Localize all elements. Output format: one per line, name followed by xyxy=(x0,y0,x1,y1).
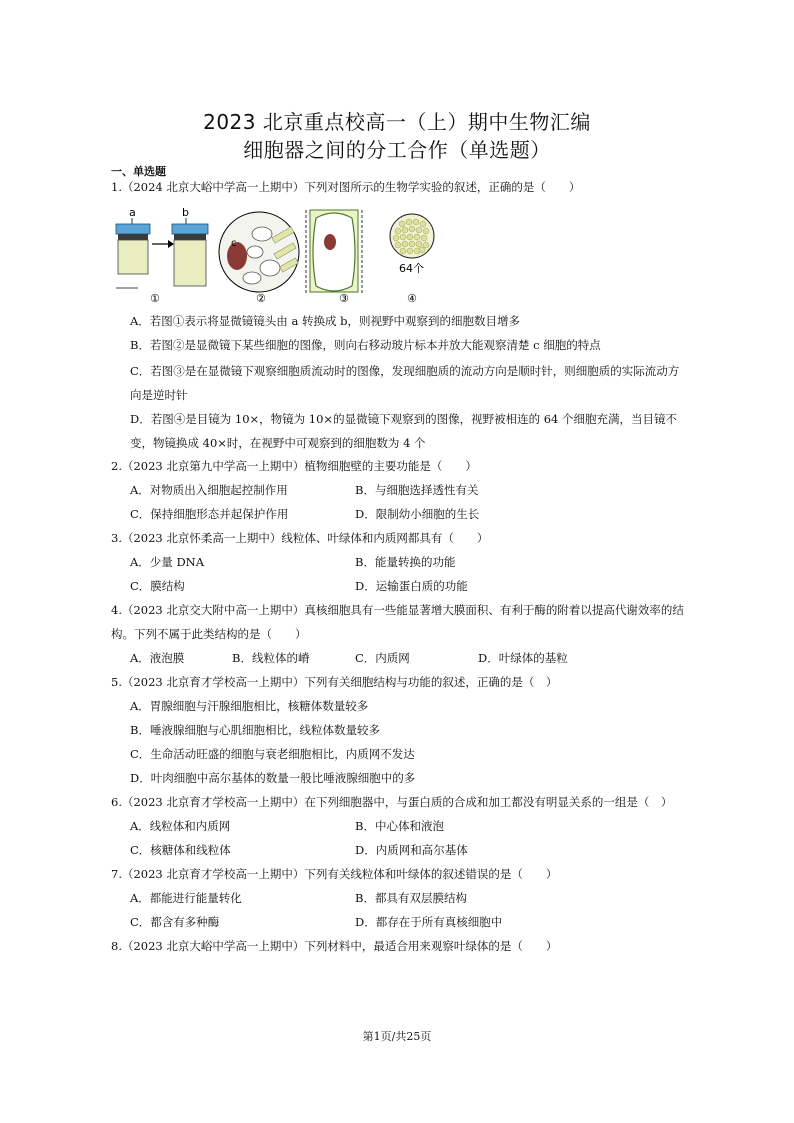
question-6-option-d: D．内质网和高尔基体 xyxy=(355,843,468,857)
question-3-option-a: A．少量 DNA xyxy=(130,555,205,569)
question-6-option-a: A．线粒体和内质网 xyxy=(130,819,231,833)
question-4-option-a: A．液泡膜 xyxy=(130,651,185,665)
panel-label-3: ③ xyxy=(339,292,349,305)
question-2-option-a: A．对物质出入细胞起控制作用 xyxy=(130,483,288,497)
question-7-option-d: D．都存在于所有真核细胞中 xyxy=(355,915,503,929)
lens-b-icon xyxy=(172,206,208,286)
plant-cell-icon xyxy=(306,210,362,294)
question-3-option-c: C．膜结构 xyxy=(130,579,185,593)
question-2-option-b: B．与细胞选择透性有关 xyxy=(355,483,479,497)
question-1-option-a: A．若图①表示将显微镜镜头由 a 转换成 b，则视野中观察到的细胞数目增多 xyxy=(130,314,520,328)
question-4-stem: 4.（2023 北京交大附中高一上期中）真核细胞具有一些能显著增大膜面积、有利于酶的附着以提高代谢效率的结构。下列不属于此类结构的是（ ） xyxy=(111,603,684,641)
question-3-stem: 3.（2023 北京怀柔高一上期中）线粒体、叶绿体和内质网都具有（ ） xyxy=(111,531,489,545)
question-2-stem: 2.（2023 北京第九中学高一上期中）植物细胞壁的主要功能是（ ） xyxy=(111,459,477,473)
question-1-option-c: C．若图③是在显微镜下观察细胞质流动时的图像，发现细胞质的流动方向是顺时针，则细胞质的实际流动方向是逆时针 xyxy=(130,364,680,402)
count-label: 64个 xyxy=(399,262,424,275)
question-7-option-b: B．都具有双层膜结构 xyxy=(355,891,467,905)
section-heading: 一、单选题 xyxy=(111,165,166,178)
arrow-icon xyxy=(152,240,174,248)
question-3-option-b: B．能量转换的功能 xyxy=(355,555,456,569)
lens-b-label: b xyxy=(182,206,189,219)
question-1-stem: 1.（2024 北京大峪中学高一上期中）下列对图所示的生物学实验的叙述，正确的是（ ） xyxy=(111,180,581,194)
question-5-stem: 5.（2023 北京育才学校高一上期中）下列有关细胞结构与功能的叙述，正确的是（ ） xyxy=(111,675,558,689)
question-6-option-c: C．核糖体和线粒体 xyxy=(130,843,231,857)
document-subtitle: 细胞器之间的分工合作（单选题） xyxy=(243,138,551,162)
question-2-option-d: D．限制幼小细胞的生长 xyxy=(355,507,480,521)
cell-grid-icon xyxy=(390,214,434,275)
lens-a-icon xyxy=(116,206,150,274)
question-6-option-b: B．中心体和液泡 xyxy=(355,819,444,833)
question-6-stem: 6.（2023 北京育才学校高一上期中）在下列细胞器中，与蛋白质的合成和加工都没有明显关系的一组是（ ） xyxy=(111,795,673,809)
question-1-option-d: D．若图④是目镜为 10×，物镜为 10×的显微镜下观察到的图像，视野被相连的 64 个细胞充满，当目镜不变，物镜换成 40×时，在视野中可观察到的细胞数为 4 个 xyxy=(130,412,678,450)
question-7-option-c: C．都含有多种酶 xyxy=(130,915,220,929)
panel-label-2: ② xyxy=(256,292,266,305)
question-7-stem: 7.（2023 北京育才学校高一上期中）下列有关线粒体和叶绿体的叙述错误的是（ ） xyxy=(111,867,558,881)
lens-a-label: a xyxy=(129,206,136,219)
question-1-option-b: B．若图②是显微镜下某些细胞的图像，则向右移动玻片标本并放大能观察清楚 c 细胞的特点 xyxy=(130,338,601,352)
question-8-stem: 8.（2023 北京大峪中学高一上期中）下列材料中，最适合用来观察叶绿体的是（ ） xyxy=(111,939,558,953)
question-5-option-b: B．唾液腺细胞与心肌细胞相比，线粒体数量较多 xyxy=(130,723,380,737)
microscope-figure xyxy=(110,204,440,306)
question-5-option-d: D．叶肉细胞中高尔基体的数量一般比唾液腺细胞中的多 xyxy=(130,771,416,785)
page-footer: 第1页/共25页 xyxy=(362,1030,432,1043)
label-c: c xyxy=(231,238,237,249)
question-2-option-c: C．保持细胞形态并起保护作用 xyxy=(130,507,289,521)
question-7-option-a: A．都能进行能量转化 xyxy=(130,891,242,905)
document-title: 2023 北京重点校高一（上）期中生物汇编 xyxy=(203,110,591,134)
question-3-option-d: D．运输蛋白质的功能 xyxy=(355,579,468,593)
panel-label-4: ④ xyxy=(407,292,417,305)
question-5-option-c: C．生命活动旺盛的细胞与衰老细胞相比，内质网不发达 xyxy=(130,747,415,761)
cell-view-2 xyxy=(219,212,299,292)
question-4-option-d: D．叶绿体的基粒 xyxy=(478,651,568,665)
question-4-option-b: B．线粒体的嵴 xyxy=(232,651,310,665)
question-4-option-c: C．内质网 xyxy=(355,651,410,665)
panel-label-1: ① xyxy=(150,292,160,305)
question-5-option-a: A．胃腺细胞与汗腺细胞相比，核糖体数量较多 xyxy=(130,699,369,713)
